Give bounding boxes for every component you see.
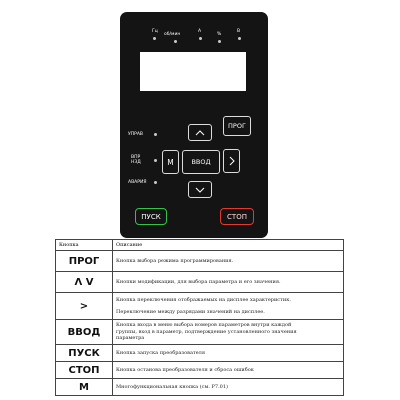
run-button[interactable]: ПУСК: [135, 208, 167, 225]
indicator-label-percent: %: [217, 32, 222, 37]
desc-line: Кнопка останова преобразователя и сброса ошибок: [116, 366, 254, 373]
row-key-enter: ВВОД: [56, 320, 113, 345]
desc-line: Кнопка входа в меню выбора номеров параметров внутри каждой: [116, 322, 292, 329]
desc-line: группы, вход в параметр, подтверждение установленного значения: [116, 328, 297, 335]
status-label-direction-2: НЗД: [131, 160, 141, 165]
status-label-control: УПРАВ: [128, 132, 144, 137]
m-button[interactable]: М: [162, 150, 179, 174]
table-row: [56, 362, 344, 379]
enter-button[interactable]: ВВОД: [182, 150, 220, 174]
status-led-direction: [154, 159, 157, 162]
row-key-right: >: [56, 293, 113, 320]
desc-line: Кнопка переключения отображаемых на дисплее характеристик.: [116, 296, 291, 303]
table-row: [56, 379, 344, 396]
indicator-led-volt: [238, 37, 241, 40]
indicator-label-volt: В: [237, 29, 241, 34]
chevron-right-icon: [229, 156, 235, 166]
table-row: [56, 251, 344, 272]
table-row: [56, 320, 344, 345]
row-desc-prog: [113, 251, 344, 272]
row-desc-enter: [113, 320, 344, 345]
down-button[interactable]: [188, 181, 212, 198]
row-desc-updown: [113, 272, 344, 293]
status-led-control: [154, 133, 157, 136]
desc-line: Многофункциональная кнопка (см. P7.01): [116, 383, 228, 390]
status-led-alarm: [154, 181, 157, 184]
status-label-direction-1: ВПР: [131, 155, 141, 160]
row-key-updown: Λ V: [56, 272, 113, 293]
key-description-table: [55, 239, 344, 396]
desc-line: Переключение между разрядами значений на дисплее.: [116, 308, 265, 315]
right-button[interactable]: [223, 149, 240, 173]
table-row: [56, 293, 344, 320]
row-desc-run: [113, 345, 344, 362]
desc-line: Кнопки модификации, для выбора параметра и его значения.: [116, 278, 281, 285]
indicator-led-hz: [153, 37, 156, 40]
chevron-up-icon: [195, 130, 205, 136]
table-row: [56, 272, 344, 293]
header-key: Кнопка: [56, 240, 113, 251]
indicator-led-rpm: [174, 40, 177, 43]
indicator-label-rpm: об/мин: [164, 32, 181, 37]
row-desc-m: [113, 379, 344, 396]
prog-button[interactable]: ПРОГ: [223, 116, 251, 136]
indicator-label-amp: А: [198, 29, 202, 34]
row-key-run: ПУСК: [56, 345, 113, 362]
desc-line: Кнопка запуска преобразователя: [116, 349, 206, 356]
desc-line: параметра: [116, 335, 145, 342]
up-button[interactable]: [188, 124, 212, 141]
keypad-panel: [120, 12, 268, 238]
row-desc-stop: [113, 362, 344, 379]
lcd-display: [140, 52, 246, 91]
desc-line: Кнопка выбора режима программирования.: [116, 257, 234, 264]
stop-button[interactable]: СТОП: [220, 208, 254, 225]
row-key-stop: СТОП: [56, 362, 113, 379]
indicator-label-hz: Гц: [152, 29, 158, 34]
chevron-down-icon: [195, 187, 205, 193]
row-key-prog: ПРОГ: [56, 251, 113, 272]
indicator-led-percent: [218, 40, 221, 43]
header-description: Описание: [113, 240, 344, 251]
row-key-m: М: [56, 379, 113, 396]
table-header-row: [56, 240, 344, 251]
status-label-alarm: АВАРИЯ: [128, 180, 147, 185]
indicator-led-amp: [199, 37, 202, 40]
row-desc-right: [113, 293, 344, 320]
table-row: [56, 345, 344, 362]
